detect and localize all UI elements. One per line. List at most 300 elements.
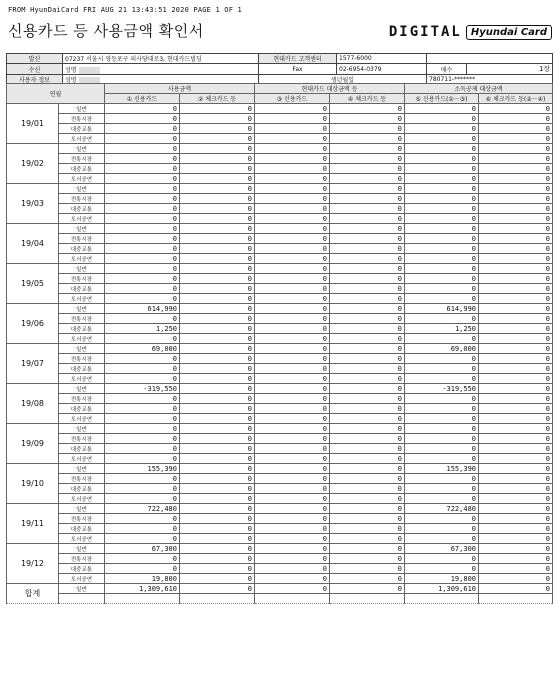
pages-value: 1장 — [467, 64, 553, 75]
category-label: 일반 — [59, 184, 105, 194]
amount-cell: 0 — [180, 324, 255, 334]
table-row — [7, 544, 553, 554]
table-row — [7, 524, 553, 534]
amount-cell: 0 — [479, 454, 553, 464]
amount-cell: 0 — [180, 134, 255, 144]
amount-cell: 0 — [180, 144, 255, 154]
amount-cell: 0 — [105, 134, 180, 144]
category-label: 일반 — [59, 224, 105, 234]
fax-value: 02-6954-0379 — [337, 64, 427, 75]
amount-cell: 0 — [405, 364, 479, 374]
category-label: 대중교통 — [59, 284, 105, 294]
amount-cell: 0 — [105, 334, 180, 344]
amount-cell: 0 — [479, 574, 553, 584]
table-row — [7, 464, 553, 474]
category-label: 일반 — [59, 464, 105, 474]
category-label: 도서공연 — [59, 334, 105, 344]
category-label: 전통시장 — [59, 514, 105, 524]
amount-cell: 0 — [180, 264, 255, 274]
amount-cell: 0 — [255, 154, 330, 164]
amount-cell: 0 — [330, 334, 405, 344]
amount-cell: 0 — [105, 374, 180, 384]
amount-cell: 0 — [330, 494, 405, 504]
amount-cell: 0 — [180, 424, 255, 434]
category-label: 대중교통 — [59, 484, 105, 494]
amount-cell: 0 — [180, 564, 255, 574]
amount-cell: 0 — [479, 464, 553, 474]
header-group-target: 현대카드 대상금액 등 — [255, 84, 405, 94]
category-label: 도서공연 — [59, 134, 105, 144]
category-label — [59, 594, 105, 604]
amount-cell: 0 — [105, 564, 180, 574]
amount-cell: 0 — [405, 534, 479, 544]
amount-cell: 0 — [330, 164, 405, 174]
fax-label: Fax — [259, 64, 337, 75]
amount-cell: 0 — [479, 524, 553, 534]
amount-cell: 0 — [105, 554, 180, 564]
amount-cell: 0 — [405, 214, 479, 224]
amount-cell: 0 — [255, 454, 330, 464]
amount-cell: 0 — [479, 234, 553, 244]
amount-cell: 0 — [180, 114, 255, 124]
amount-cell — [330, 594, 405, 604]
amount-cell: 0 — [479, 164, 553, 174]
amount-cell: 0 — [330, 374, 405, 384]
amount-cell: 0 — [105, 214, 180, 224]
amount-cell: 0 — [330, 214, 405, 224]
table-row — [7, 564, 553, 574]
amount-cell: 0 — [255, 174, 330, 184]
amount-cell: 0 — [180, 394, 255, 404]
month-label: 19/04 — [7, 224, 59, 264]
amount-cell: 0 — [479, 434, 553, 444]
header-col-1: ① 신용카드 — [105, 94, 180, 104]
amount-cell — [405, 594, 479, 604]
amount-cell: -319,550 — [405, 384, 479, 394]
header-col-5: ⑤ 신용카드(①－③) — [405, 94, 479, 104]
amount-cell: 0 — [330, 344, 405, 354]
category-label: 전통시장 — [59, 554, 105, 564]
header-month: 연월 — [7, 84, 105, 104]
send-value: 07237 서울시 영등포구 의사당대로3, 현대카드빌딩 — [63, 54, 259, 64]
amount-cell: 0 — [330, 424, 405, 434]
amount-cell: 0 — [405, 474, 479, 484]
table-row — [7, 284, 553, 294]
amount-cell: 0 — [255, 334, 330, 344]
header-col-6: ⑥ 체크카드 등(②－④) — [479, 94, 553, 104]
category-label: 일반 — [59, 264, 105, 274]
amount-cell: 0 — [255, 134, 330, 144]
table-row — [7, 144, 553, 154]
category-label: 대중교통 — [59, 364, 105, 374]
amount-cell: 0 — [479, 544, 553, 554]
amount-cell: 0 — [405, 274, 479, 284]
amount-cell: 0 — [330, 554, 405, 564]
amount-cell: 0 — [330, 154, 405, 164]
table-row — [7, 444, 553, 454]
amount-cell: 0 — [105, 404, 180, 414]
category-label: 일반 — [59, 144, 105, 154]
amount-cell: 0 — [479, 354, 553, 364]
amount-cell: 0 — [405, 394, 479, 404]
amount-cell: 0 — [405, 494, 479, 504]
table-row — [7, 324, 553, 334]
amount-cell: 0 — [479, 154, 553, 164]
amount-cell: 0 — [180, 344, 255, 354]
amount-cell: 0 — [255, 564, 330, 574]
month-label: 19/08 — [7, 384, 59, 424]
amount-cell: 0 — [479, 534, 553, 544]
amount-cell — [479, 594, 553, 604]
amount-cell: 0 — [105, 524, 180, 534]
amount-cell: 0 — [479, 314, 553, 324]
amount-cell: 0 — [105, 174, 180, 184]
amount-cell: 0 — [180, 444, 255, 454]
logo-brand-text: Hyundai Card — [466, 25, 552, 40]
amount-cell: 0 — [405, 524, 479, 534]
amount-cell: 0 — [405, 164, 479, 174]
amount-cell: 0 — [479, 304, 553, 314]
amount-cell: 0 — [180, 304, 255, 314]
amount-cell: -319,550 — [105, 384, 180, 394]
amount-cell: 0 — [330, 384, 405, 394]
amount-cell: 0 — [479, 514, 553, 524]
amount-cell: 0 — [255, 274, 330, 284]
amount-cell: 0 — [180, 404, 255, 414]
amount-cell: 0 — [255, 494, 330, 504]
month-label: 19/06 — [7, 304, 59, 344]
user-section-label: 사용자 정보 — [7, 75, 63, 85]
recv-name-label: 성명 — [65, 66, 77, 74]
amount-cell: 0 — [479, 344, 553, 354]
amount-cell: 0 — [330, 104, 405, 114]
table-row — [7, 274, 553, 284]
amount-cell: 0 — [180, 224, 255, 234]
amount-cell: 0 — [330, 474, 405, 484]
amount-cell: 0 — [105, 204, 180, 214]
table-row — [7, 134, 553, 144]
amount-cell: 0 — [330, 264, 405, 274]
amount-cell: 0 — [330, 254, 405, 264]
amount-cell: 0 — [405, 204, 479, 214]
amount-cell: 0 — [180, 574, 255, 584]
amount-cell: 0 — [105, 494, 180, 504]
amount-cell: 0 — [479, 194, 553, 204]
amount-cell: 0 — [405, 334, 479, 344]
amount-cell: 0 — [405, 414, 479, 424]
table-row — [7, 354, 553, 364]
amount-cell: 722,480 — [405, 504, 479, 514]
amount-cell: 0 — [255, 314, 330, 324]
table-row — [7, 164, 553, 174]
amount-cell: 0 — [105, 394, 180, 404]
category-label: 전통시장 — [59, 194, 105, 204]
fax-header: FROM HyunDaiCard FRI AUG 21 13:43:51 2020 PAGE 1 OF 1 — [8, 6, 242, 14]
header-col-2: ② 체크카드 등 — [180, 94, 255, 104]
amount-cell: 0 — [405, 374, 479, 384]
amount-cell: 0 — [405, 284, 479, 294]
amount-cell: 0 — [330, 194, 405, 204]
amount-cell: 0 — [180, 454, 255, 464]
amount-cell: 0 — [180, 514, 255, 524]
table-row — [7, 514, 553, 524]
amount-cell: 0 — [479, 264, 553, 274]
amount-cell: 0 — [479, 184, 553, 194]
amount-cell: 0 — [330, 584, 405, 594]
amount-cell: 19,800 — [405, 574, 479, 584]
send-label: 발신 — [7, 54, 63, 64]
amount-cell: 1,309,610 — [105, 584, 180, 594]
category-label: 도서공연 — [59, 294, 105, 304]
category-label: 전통시장 — [59, 474, 105, 484]
amount-cell: 0 — [330, 144, 405, 154]
header-group-deduction: 소득공제 대상금액 — [405, 84, 553, 94]
table-row — [7, 194, 553, 204]
recv-label: 수신 — [7, 64, 63, 75]
category-label: 전통시장 — [59, 434, 105, 444]
amount-cell: 0 — [180, 354, 255, 364]
amount-cell: 0 — [405, 124, 479, 134]
amount-cell: 0 — [330, 274, 405, 284]
amount-cell: 0 — [255, 244, 330, 254]
amount-cell: 0 — [180, 284, 255, 294]
table-row — [7, 224, 553, 234]
amount-cell: 0 — [180, 374, 255, 384]
amount-cell: 0 — [105, 314, 180, 324]
amount-cell: 0 — [255, 294, 330, 304]
amount-cell: 0 — [105, 534, 180, 544]
amount-cell: 19,800 — [105, 574, 180, 584]
amount-cell — [255, 594, 330, 604]
table-row — [7, 334, 553, 344]
amount-cell: 0 — [405, 294, 479, 304]
amount-cell: 0 — [330, 514, 405, 524]
amount-cell: 0 — [330, 284, 405, 294]
month-label: 19/03 — [7, 184, 59, 224]
amount-cell: 0 — [255, 254, 330, 264]
amount-cell: 0 — [405, 354, 479, 364]
amount-cell: 0 — [405, 174, 479, 184]
amount-cell: 0 — [330, 354, 405, 364]
redacted-name — [79, 67, 100, 74]
amount-cell: 0 — [479, 504, 553, 514]
category-label: 대중교통 — [59, 124, 105, 134]
amount-cell: 0 — [255, 574, 330, 584]
month-label: 합계 — [7, 584, 59, 604]
month-label: 19/09 — [7, 424, 59, 464]
amount-cell: 0 — [255, 164, 330, 174]
category-label: 도서공연 — [59, 174, 105, 184]
category-label: 일반 — [59, 424, 105, 434]
amount-cell: 0 — [255, 404, 330, 414]
amount-cell: 0 — [105, 474, 180, 484]
amount-cell: 69,000 — [105, 344, 180, 354]
table-row — [7, 174, 553, 184]
amount-cell: 0 — [255, 444, 330, 454]
table-row — [7, 574, 553, 584]
table-row — [7, 384, 553, 394]
amount-cell: 0 — [255, 374, 330, 384]
amount-cell: 0 — [180, 464, 255, 474]
category-label: 도서공연 — [59, 214, 105, 224]
amount-cell: 0 — [330, 234, 405, 244]
amount-cell: 0 — [105, 454, 180, 464]
amount-cell: 0 — [255, 184, 330, 194]
amount-cell: 0 — [330, 564, 405, 574]
amount-cell: 0 — [255, 514, 330, 524]
amount-cell: 0 — [180, 524, 255, 534]
amount-cell: 0 — [330, 174, 405, 184]
amount-cell: 0 — [405, 114, 479, 124]
amount-cell: 0 — [255, 364, 330, 374]
amount-cell: 614,990 — [405, 304, 479, 314]
amount-cell: 0 — [105, 184, 180, 194]
table-row — [7, 314, 553, 324]
category-label: 일반 — [59, 544, 105, 554]
amount-cell: 0 — [255, 474, 330, 484]
table-row — [7, 414, 553, 424]
category-label: 일반 — [59, 584, 105, 594]
amount-cell: 0 — [255, 424, 330, 434]
amount-cell: 0 — [180, 124, 255, 134]
month-label: 19/10 — [7, 464, 59, 504]
amount-cell: 0 — [180, 474, 255, 484]
table-row — [7, 304, 553, 314]
amount-cell: 1,250 — [105, 324, 180, 334]
amount-cell — [180, 594, 255, 604]
table-row — [7, 154, 553, 164]
amount-cell: 0 — [330, 434, 405, 444]
amount-cell: 0 — [479, 204, 553, 214]
pages-label: 매수 — [427, 64, 467, 75]
category-label: 도서공연 — [59, 374, 105, 384]
amount-cell: 0 — [180, 584, 255, 594]
amount-cell: 0 — [479, 494, 553, 504]
amount-cell: 0 — [479, 584, 553, 594]
amount-cell: 0 — [105, 164, 180, 174]
amount-cell: 0 — [105, 354, 180, 364]
amount-cell: 0 — [180, 434, 255, 444]
amount-cell: 0 — [479, 134, 553, 144]
amount-cell: 0 — [330, 484, 405, 494]
category-label: 대중교통 — [59, 244, 105, 254]
category-label: 일반 — [59, 504, 105, 514]
amount-cell: 0 — [180, 254, 255, 264]
amount-cell: 0 — [330, 394, 405, 404]
month-label: 19/01 — [7, 104, 59, 144]
table-row — [7, 364, 553, 374]
table-row — [7, 594, 553, 604]
amount-cell: 0 — [180, 364, 255, 374]
amount-cell: 0 — [180, 414, 255, 424]
table-row — [7, 474, 553, 484]
amount-cell: 0 — [180, 244, 255, 254]
birth-value: 780711-******* — [427, 75, 553, 85]
amount-cell: 0 — [105, 364, 180, 374]
amount-cell: 0 — [330, 364, 405, 374]
amount-cell: 0 — [180, 184, 255, 194]
amount-cell: 0 — [479, 214, 553, 224]
amount-cell — [105, 594, 180, 604]
amount-cell: 0 — [479, 104, 553, 114]
amount-cell: 0 — [405, 144, 479, 154]
category-label: 대중교통 — [59, 524, 105, 534]
amount-cell: 0 — [405, 224, 479, 234]
amount-cell: 0 — [105, 424, 180, 434]
amount-cell: 0 — [180, 174, 255, 184]
amount-cell: 0 — [255, 104, 330, 114]
table-row — [7, 534, 553, 544]
amount-cell: 0 — [180, 384, 255, 394]
amount-cell: 0 — [105, 444, 180, 454]
amount-cell: 0 — [255, 534, 330, 544]
amount-cell: 69,000 — [405, 344, 479, 354]
amount-cell: 0 — [405, 134, 479, 144]
amount-cell: 0 — [255, 354, 330, 364]
amount-cell: 0 — [255, 284, 330, 294]
amount-cell: 0 — [405, 244, 479, 254]
category-label: 일반 — [59, 304, 105, 314]
amount-cell: 0 — [180, 554, 255, 564]
amount-cell: 0 — [405, 554, 479, 564]
amount-cell: 0 — [255, 264, 330, 274]
amount-cell: 0 — [255, 214, 330, 224]
amount-cell: 0 — [479, 424, 553, 434]
amount-cell: 0 — [330, 444, 405, 454]
amount-cell: 0 — [330, 204, 405, 214]
table-row — [7, 234, 553, 244]
table-row — [7, 394, 553, 404]
amount-cell: 0 — [405, 184, 479, 194]
hyundai-card-logo — [389, 24, 552, 40]
recv-value — [63, 64, 259, 75]
amount-cell: 0 — [405, 484, 479, 494]
category-label: 전통시장 — [59, 314, 105, 324]
amount-cell: 0 — [405, 194, 479, 204]
amount-cell: 0 — [330, 134, 405, 144]
amount-cell: 0 — [479, 254, 553, 264]
amount-cell: 0 — [405, 234, 479, 244]
table-row — [7, 554, 553, 564]
amount-cell: 0 — [405, 444, 479, 454]
amount-cell: 0 — [479, 414, 553, 424]
amount-cell: 0 — [180, 314, 255, 324]
amount-cell: 0 — [405, 434, 479, 444]
document-title: 신용카드 등 사용금액 확인서 — [8, 22, 204, 40]
logo-digital-text: DIGITAL — [388, 24, 462, 40]
category-label: 전통시장 — [59, 394, 105, 404]
amount-cell: 0 — [330, 314, 405, 324]
amount-cell: 0 — [479, 124, 553, 134]
amount-cell: 0 — [405, 314, 479, 324]
amount-cell: 0 — [330, 534, 405, 544]
month-label: 19/12 — [7, 544, 59, 584]
table-row — [7, 434, 553, 444]
amount-cell: 0 — [255, 464, 330, 474]
table-row — [7, 184, 553, 194]
month-label: 19/02 — [7, 144, 59, 184]
amount-cell: 0 — [405, 404, 479, 414]
amount-cell: 0 — [330, 184, 405, 194]
category-label: 일반 — [59, 384, 105, 394]
amount-cell: 0 — [180, 204, 255, 214]
amount-cell: 0 — [255, 504, 330, 514]
amount-cell: 0 — [105, 254, 180, 264]
amount-cell: 0 — [105, 284, 180, 294]
amount-cell: 0 — [255, 304, 330, 314]
amount-cell: 0 — [105, 154, 180, 164]
amount-cell: 0 — [105, 434, 180, 444]
